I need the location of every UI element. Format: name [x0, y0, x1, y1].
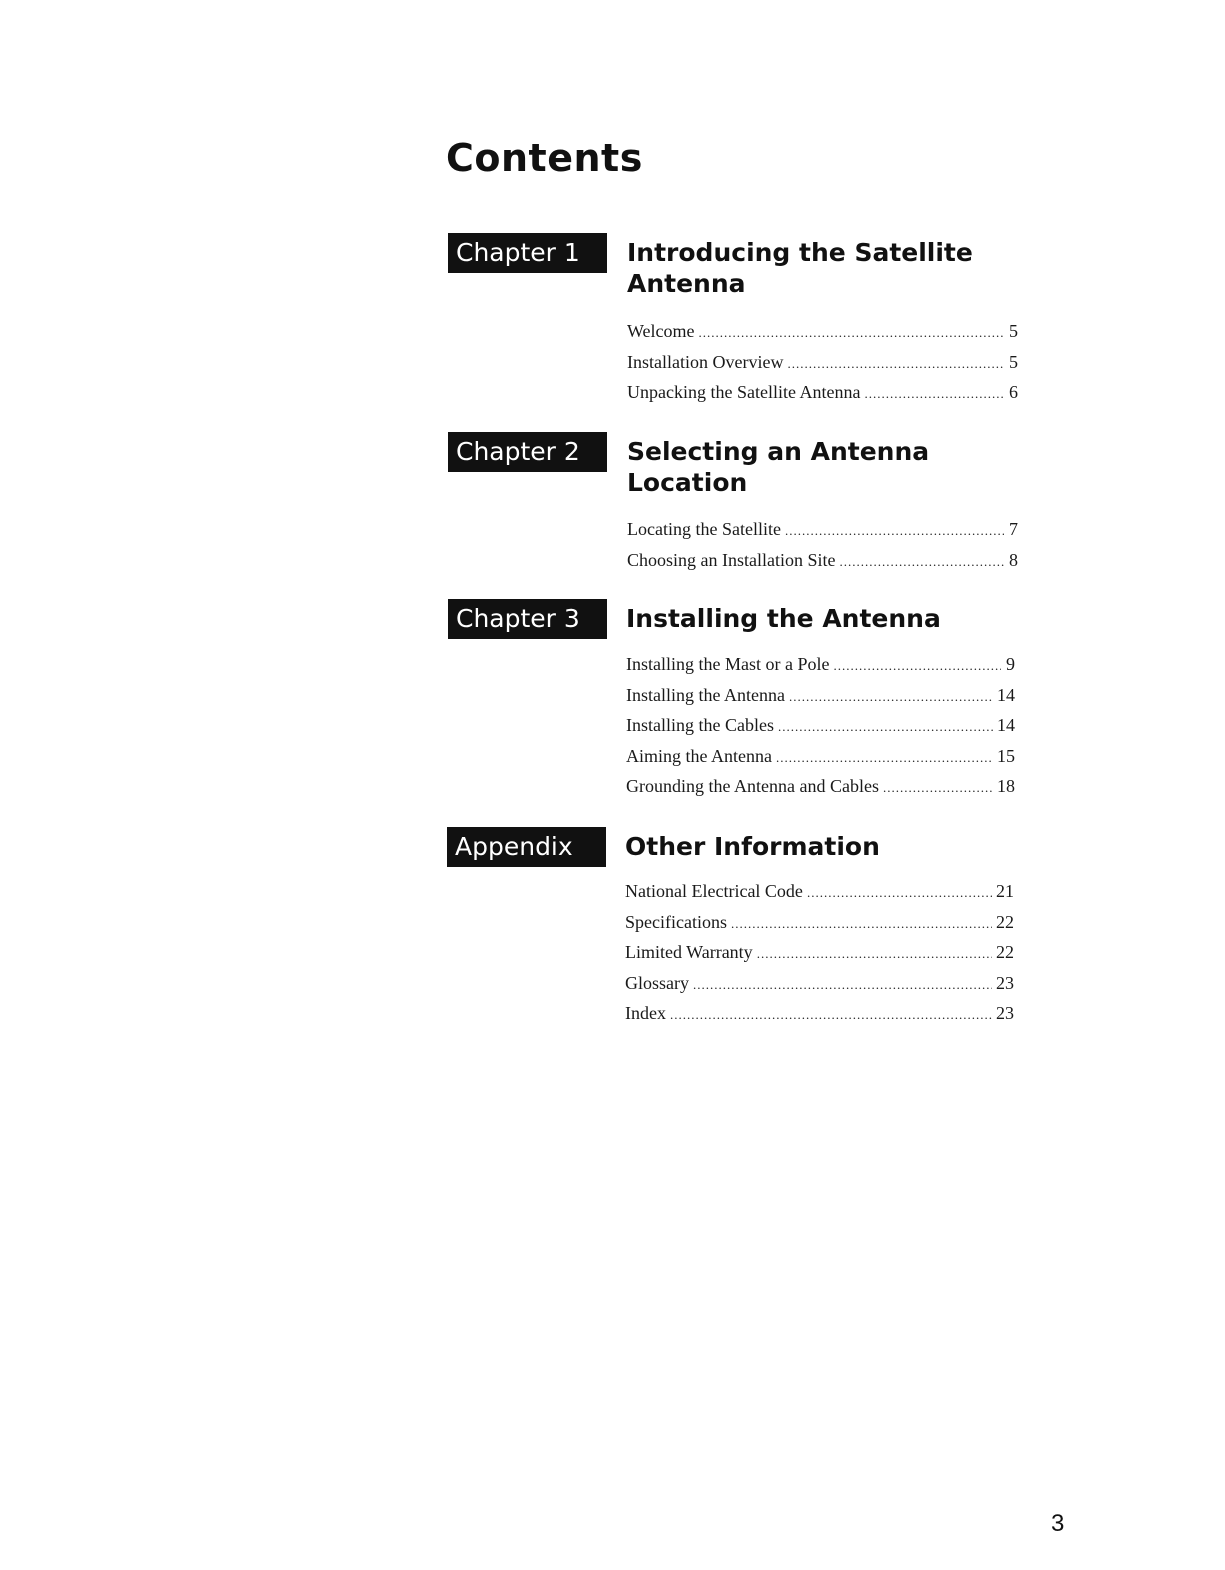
chapter-2-badge: Chapter 2	[448, 432, 607, 472]
toc-leader-dots	[670, 1007, 992, 1023]
toc-leader-dots	[785, 523, 1004, 539]
toc-entry-page: 5	[1009, 351, 1018, 372]
toc-entry-label: Welcome	[627, 321, 695, 341]
toc-entry[interactable]	[626, 685, 1015, 716]
toc-entry-page: 8	[1009, 549, 1018, 570]
toc-entry-page: 21	[996, 881, 1014, 901]
toc-entry-label: Locating the Satellite	[627, 519, 781, 539]
toc-entry-label: Glossary	[625, 972, 689, 993]
page-number: 3	[1051, 1510, 1065, 1537]
toc-entry-page: 22	[996, 942, 1014, 962]
toc-entry-page: 15	[997, 745, 1015, 766]
toc-entry-page: 5	[1009, 321, 1018, 341]
toc-entry[interactable]	[626, 776, 1015, 807]
toc-leader-dots	[833, 658, 1001, 674]
toc-leader-dots	[864, 386, 1004, 402]
toc-entry-page: 23	[996, 1003, 1014, 1023]
toc-entry[interactable]	[625, 881, 1014, 912]
toc-entry[interactable]	[627, 321, 1018, 352]
chapter-3-toc	[626, 654, 1015, 807]
toc-entry-label: Limited Warranty	[625, 942, 753, 962]
toc-entry[interactable]	[625, 942, 1014, 973]
toc-entry-page: 9	[1006, 654, 1015, 674]
toc-entry-label: Installing the Mast or a Pole	[626, 654, 830, 674]
toc-entry-page: 18	[997, 776, 1015, 796]
toc-entry[interactable]	[627, 519, 1018, 550]
toc-entry-page: 23	[996, 972, 1014, 993]
chapter-3-heading: Installing the Antenna	[626, 604, 941, 633]
chapter-1-heading: Introducing the Satellite Antenna	[627, 238, 973, 298]
toc-leader-dots	[731, 916, 992, 932]
toc-entry-page: 22	[996, 911, 1014, 932]
chapter-1-badge: Chapter 1	[448, 233, 607, 273]
chapter-2-toc	[627, 519, 1018, 580]
toc-entry-label: Index	[625, 1003, 666, 1023]
toc-entry[interactable]	[625, 973, 1014, 1004]
toc-leader-dots	[807, 885, 992, 901]
toc-entry-label: Installing the Cables	[626, 715, 774, 735]
toc-entry-label: Aiming the Antenna	[626, 745, 772, 766]
toc-leader-dots	[693, 977, 992, 993]
toc-entry-label: Unpacking the Satellite Antenna	[627, 382, 861, 402]
toc-entry[interactable]	[626, 654, 1015, 685]
toc-entry[interactable]	[627, 382, 1018, 413]
chapter-3-badge: Chapter 3	[448, 599, 607, 639]
toc-leader-dots	[789, 689, 993, 705]
appendix-badge: Appendix	[447, 827, 606, 867]
toc-entry-label: Installation Overview	[627, 351, 784, 372]
toc-leader-dots	[757, 946, 992, 962]
toc-entry-label: Choosing an Installation Site	[627, 549, 836, 570]
toc-entry-page: 6	[1009, 382, 1018, 402]
appendix-heading: Other Information	[625, 832, 880, 861]
toc-entry-page: 14	[997, 684, 1015, 705]
toc-entry[interactable]	[626, 746, 1015, 777]
toc-entry-label: Grounding the Antenna and Cables	[626, 776, 879, 796]
toc-entry-label: Specifications	[625, 911, 727, 932]
toc-entry[interactable]	[625, 1003, 1014, 1034]
toc-entry[interactable]	[627, 352, 1018, 383]
toc-leader-dots	[787, 356, 1004, 372]
toc-entry-page: 14	[997, 715, 1015, 735]
toc-entry[interactable]	[625, 912, 1014, 943]
chapter-1-toc	[627, 321, 1018, 413]
chapter-2-heading: Selecting an Antenna Location	[627, 437, 930, 497]
toc-leader-dots	[883, 780, 993, 796]
toc-entry[interactable]	[626, 715, 1015, 746]
toc-leader-dots	[778, 719, 993, 735]
toc-leader-dots	[840, 554, 1005, 570]
page-title: Contents	[446, 136, 643, 180]
toc-leader-dots	[699, 325, 1004, 341]
toc-entry-label: Installing the Antenna	[626, 684, 785, 705]
toc-entry-page: 7	[1009, 519, 1018, 539]
toc-entry-label: National Electrical Code	[625, 881, 803, 901]
toc-entry[interactable]	[627, 550, 1018, 581]
appendix-toc	[625, 881, 1014, 1034]
toc-leader-dots	[776, 750, 993, 766]
